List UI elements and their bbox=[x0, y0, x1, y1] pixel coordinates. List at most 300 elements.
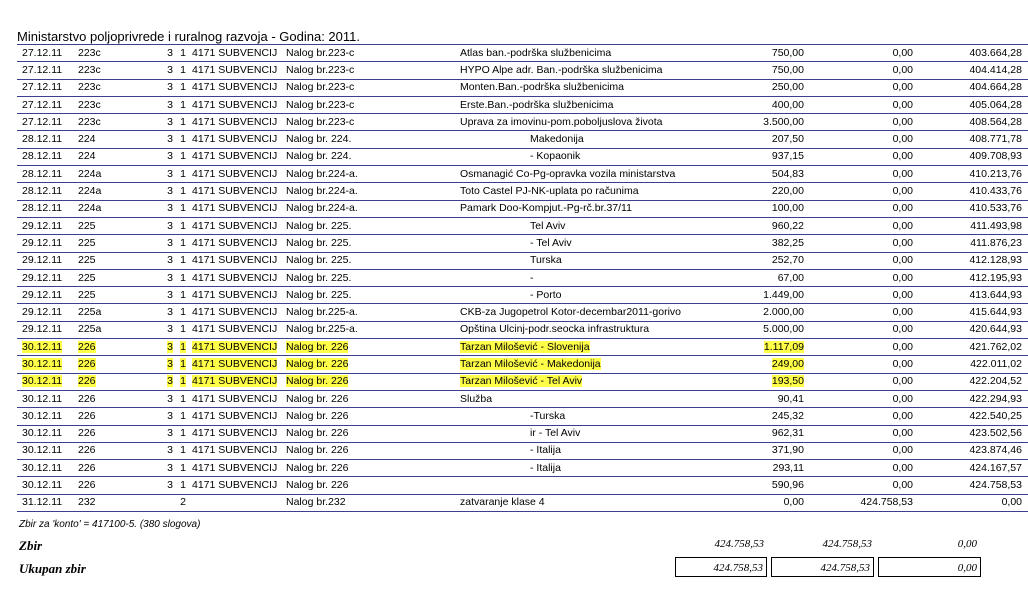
row-debit-text: 400,00 bbox=[771, 98, 804, 111]
row-debit-text: 1.449,00 bbox=[763, 288, 804, 301]
row-description bbox=[460, 148, 738, 165]
row-balance-text: 415.644,93 bbox=[969, 306, 1022, 319]
row-debit bbox=[738, 287, 804, 304]
row-order-text: Nalog br.223-c bbox=[286, 46, 355, 59]
row-credit-text: 0,00 bbox=[892, 357, 913, 370]
row-order bbox=[286, 408, 460, 425]
row-debit-text: 5.000,00 bbox=[763, 323, 804, 336]
row-type bbox=[173, 460, 186, 477]
row-balance-text: 404.414,28 bbox=[969, 63, 1022, 76]
row-doc-number bbox=[78, 460, 148, 477]
row-type-text: 1 bbox=[180, 254, 186, 267]
row-debit-text: 960,22 bbox=[771, 219, 804, 232]
row-type bbox=[173, 287, 186, 304]
row-date bbox=[17, 252, 78, 269]
row-order bbox=[286, 200, 460, 217]
row-account-text: 4171 SUBVENCIJ bbox=[192, 461, 278, 474]
row-class bbox=[148, 356, 173, 373]
row-description bbox=[460, 442, 738, 459]
row-doc-number-text: 226 bbox=[78, 340, 96, 353]
row-class-text: 3 bbox=[167, 461, 173, 474]
row-account bbox=[186, 217, 286, 234]
row-doc-number-text: 226 bbox=[78, 444, 96, 457]
row-class bbox=[148, 45, 173, 62]
row-balance bbox=[913, 442, 1028, 459]
row-order-text: Nalog br. 225. bbox=[286, 254, 352, 267]
row-description bbox=[460, 425, 738, 442]
row-debit-text: 750,00 bbox=[771, 46, 804, 59]
row-description-text: zatvaranje klase 4 bbox=[460, 496, 545, 509]
row-description-text: Erste.Ban.-podrška službenicima bbox=[460, 98, 614, 111]
row-type-text: 2 bbox=[180, 496, 186, 509]
row-credit bbox=[804, 269, 913, 286]
row-debit bbox=[738, 390, 804, 407]
row-type-text: 1 bbox=[180, 340, 186, 353]
row-description-text: HYPO Alpe adr. Ban.-podrška službenicima bbox=[460, 63, 663, 76]
table-row bbox=[17, 114, 1028, 131]
row-description-text: Pamark Doo-Kompjut.-Pg-rč.br.37/11 bbox=[460, 202, 632, 215]
row-account-text: 4171 SUBVENCIJ bbox=[192, 444, 278, 457]
row-account-text: 4171 SUBVENCIJ bbox=[192, 271, 278, 284]
row-debit bbox=[738, 425, 804, 442]
row-order bbox=[286, 460, 460, 477]
row-class bbox=[148, 425, 173, 442]
row-class-text: 3 bbox=[167, 185, 173, 198]
row-type-text: 1 bbox=[180, 461, 186, 474]
row-date bbox=[17, 390, 78, 407]
row-description-text: Tarzan Milošević - Tel Aviv bbox=[460, 375, 583, 388]
row-class bbox=[148, 269, 173, 286]
row-debit-text: 193,50 bbox=[771, 375, 804, 388]
row-credit bbox=[804, 339, 913, 356]
row-order-text: Nalog br.225-a. bbox=[286, 323, 358, 336]
row-credit-text: 0,00 bbox=[892, 254, 913, 267]
row-balance bbox=[913, 200, 1028, 217]
row-debit bbox=[738, 442, 804, 459]
zbir-label: Zbir bbox=[19, 538, 43, 553]
table-row bbox=[17, 442, 1028, 459]
row-description bbox=[460, 321, 738, 338]
row-credit-text: 0,00 bbox=[892, 167, 913, 180]
row-date bbox=[17, 442, 78, 459]
row-account bbox=[186, 390, 286, 407]
row-class-text: 3 bbox=[167, 202, 173, 215]
row-debit-text: 100,00 bbox=[771, 202, 804, 215]
row-doc-number-text: 225 bbox=[78, 236, 96, 249]
row-class bbox=[148, 304, 173, 321]
row-balance bbox=[913, 183, 1028, 200]
row-type-text: 1 bbox=[180, 219, 186, 232]
row-description-text: Atlas ban.-podrška službenicima bbox=[460, 46, 612, 59]
row-balance bbox=[913, 494, 1028, 511]
row-credit-text: 0,00 bbox=[892, 236, 913, 249]
row-class-text: 3 bbox=[167, 46, 173, 59]
row-balance-text: 0,00 bbox=[1001, 496, 1022, 509]
row-type bbox=[173, 425, 186, 442]
row-credit-text: 0,00 bbox=[892, 461, 913, 474]
row-order bbox=[286, 304, 460, 321]
row-description bbox=[460, 96, 738, 113]
row-type bbox=[173, 79, 186, 96]
row-description bbox=[460, 183, 738, 200]
row-credit-text: 0,00 bbox=[892, 375, 913, 388]
row-account-text: 4171 SUBVENCIJ bbox=[192, 427, 278, 440]
row-order-text: Nalog br.224-a. bbox=[286, 185, 358, 198]
row-order bbox=[286, 114, 460, 131]
row-debit bbox=[738, 477, 804, 494]
row-credit bbox=[804, 287, 913, 304]
row-description bbox=[460, 494, 738, 511]
row-order-text: Nalog br.224-a. bbox=[286, 167, 358, 180]
row-class-text: 3 bbox=[167, 167, 173, 180]
row-account bbox=[186, 252, 286, 269]
row-doc-number-text: 223c bbox=[78, 81, 101, 94]
row-date bbox=[17, 460, 78, 477]
ledger-table bbox=[17, 44, 1028, 512]
row-class-text: 3 bbox=[167, 254, 173, 267]
row-date bbox=[17, 287, 78, 304]
row-doc-number bbox=[78, 304, 148, 321]
row-account-text: 4171 SUBVENCIJ bbox=[192, 219, 278, 232]
row-class-text: 3 bbox=[167, 81, 173, 94]
row-debit-text: 252,70 bbox=[771, 254, 804, 267]
row-balance-text: 412.128,93 bbox=[969, 254, 1022, 267]
row-balance bbox=[913, 321, 1028, 338]
row-doc-number-text: 225a bbox=[78, 323, 102, 336]
row-debit bbox=[738, 235, 804, 252]
row-date bbox=[17, 235, 78, 252]
row-doc-number-text: 226 bbox=[78, 427, 96, 440]
row-class bbox=[148, 477, 173, 494]
row-debit bbox=[738, 494, 804, 511]
table-row bbox=[17, 200, 1028, 217]
row-date-text: 28.12.11 bbox=[22, 133, 63, 146]
row-type bbox=[173, 390, 186, 407]
row-balance bbox=[913, 460, 1028, 477]
row-order-text: Nalog br. 226 bbox=[286, 409, 349, 422]
row-class bbox=[148, 217, 173, 234]
row-date-text: 29.12.11 bbox=[22, 219, 63, 232]
row-balance-text: 411.876,23 bbox=[970, 236, 1022, 249]
row-debit-text: 750,00 bbox=[771, 63, 804, 76]
row-class bbox=[148, 390, 173, 407]
row-doc-number-text: 223c bbox=[78, 115, 101, 128]
row-credit-text: 0,00 bbox=[892, 63, 913, 76]
row-doc-number bbox=[78, 252, 148, 269]
row-description-text: Osmanagić Co-Pg-opravka vozila ministarstva bbox=[460, 167, 676, 180]
row-type bbox=[173, 166, 186, 183]
row-debit bbox=[738, 148, 804, 165]
row-balance bbox=[913, 166, 1028, 183]
row-doc-number-text: 225a bbox=[78, 306, 102, 319]
row-account bbox=[186, 166, 286, 183]
row-account-text: 4171 SUBVENCIJ bbox=[192, 185, 278, 198]
row-order-text: Nalog br.225-a. bbox=[286, 306, 358, 319]
row-description-text: - Kopaonik bbox=[530, 150, 581, 163]
row-account-text: 4171 SUBVENCIJ bbox=[192, 323, 278, 336]
row-doc-number bbox=[78, 442, 148, 459]
table-row bbox=[17, 339, 1028, 356]
row-credit-text: 0,00 bbox=[892, 323, 913, 336]
row-account bbox=[186, 321, 286, 338]
row-account-text: 4171 SUBVENCIJ bbox=[192, 306, 278, 319]
row-doc-number bbox=[78, 217, 148, 234]
row-credit bbox=[804, 235, 913, 252]
row-credit-text: 0,00 bbox=[892, 115, 913, 128]
row-class-text: 3 bbox=[167, 375, 173, 388]
konto-footnote: Zbir za 'konto' = 417100-5. (380 slogova) bbox=[19, 519, 201, 530]
row-balance bbox=[913, 217, 1028, 234]
row-class bbox=[148, 287, 173, 304]
row-doc-number-text: 225 bbox=[78, 288, 96, 301]
row-doc-number bbox=[78, 390, 148, 407]
row-description bbox=[460, 79, 738, 96]
row-balance bbox=[913, 96, 1028, 113]
row-debit bbox=[738, 79, 804, 96]
row-date-text: 30.12.11 bbox=[22, 479, 63, 492]
row-doc-number bbox=[78, 287, 148, 304]
table-row bbox=[17, 477, 1028, 494]
row-balance-text: 412.195,93 bbox=[969, 271, 1022, 284]
row-credit bbox=[804, 114, 913, 131]
row-credit bbox=[804, 408, 913, 425]
row-account-text: 4171 SUBVENCIJ bbox=[192, 392, 278, 405]
row-description bbox=[460, 390, 738, 407]
row-debit bbox=[738, 356, 804, 373]
row-account-text: 4171 SUBVENCIJ bbox=[192, 167, 278, 180]
row-account bbox=[186, 79, 286, 96]
row-account bbox=[186, 356, 286, 373]
row-account bbox=[186, 408, 286, 425]
row-type bbox=[173, 183, 186, 200]
row-description-text: Opština Ulcinj-podr.seocka infrastruktura bbox=[460, 323, 650, 336]
row-class bbox=[148, 200, 173, 217]
row-class bbox=[148, 131, 173, 148]
row-description bbox=[460, 287, 738, 304]
row-balance-text: 410.533,76 bbox=[969, 202, 1022, 215]
row-doc-number bbox=[78, 148, 148, 165]
row-class-text: 3 bbox=[167, 444, 173, 457]
table-row bbox=[17, 425, 1028, 442]
row-date bbox=[17, 148, 78, 165]
row-date bbox=[17, 321, 78, 338]
row-type bbox=[173, 304, 186, 321]
row-date-text: 30.12.11 bbox=[22, 357, 63, 370]
row-account bbox=[186, 287, 286, 304]
row-type bbox=[173, 373, 186, 390]
row-debit-text: 382,25 bbox=[771, 236, 804, 249]
row-date-text: 28.12.11 bbox=[22, 202, 63, 215]
row-credit-text: 0,00 bbox=[892, 202, 913, 215]
row-doc-number bbox=[78, 373, 148, 390]
row-date-text: 30.12.11 bbox=[22, 392, 63, 405]
row-order-text: Nalog br. 226 bbox=[286, 461, 349, 474]
row-account-text: 4171 SUBVENCIJ bbox=[192, 202, 278, 215]
table-row bbox=[17, 287, 1028, 304]
row-balance-text: 423.502,56 bbox=[969, 427, 1022, 440]
row-type bbox=[173, 131, 186, 148]
row-class-text: 3 bbox=[167, 288, 173, 301]
row-date bbox=[17, 477, 78, 494]
row-type-text: 1 bbox=[180, 202, 186, 215]
row-doc-number bbox=[78, 183, 148, 200]
row-order bbox=[286, 62, 460, 79]
row-debit bbox=[738, 217, 804, 234]
table-row bbox=[17, 304, 1028, 321]
row-doc-number-text: 224a bbox=[78, 167, 102, 180]
row-account bbox=[186, 200, 286, 217]
row-order bbox=[286, 356, 460, 373]
row-description bbox=[460, 269, 738, 286]
row-credit bbox=[804, 390, 913, 407]
row-description bbox=[460, 200, 738, 217]
row-credit-text: 424.758,53 bbox=[860, 496, 913, 509]
row-class bbox=[148, 114, 173, 131]
table-row bbox=[17, 494, 1028, 511]
row-credit-text: 0,00 bbox=[892, 271, 913, 284]
row-description-text: Tarzan Milošević - Makedonija bbox=[460, 357, 601, 370]
row-doc-number bbox=[78, 321, 148, 338]
row-type-text: 1 bbox=[180, 409, 186, 422]
row-class-text: 3 bbox=[167, 392, 173, 405]
table-row bbox=[17, 408, 1028, 425]
row-order bbox=[286, 477, 460, 494]
row-date bbox=[17, 217, 78, 234]
table-row bbox=[17, 79, 1028, 96]
row-debit bbox=[738, 62, 804, 79]
row-order bbox=[286, 494, 460, 511]
row-class-text: 3 bbox=[167, 357, 173, 370]
row-order-text: Nalog br.223-c bbox=[286, 115, 355, 128]
row-account bbox=[186, 269, 286, 286]
row-type bbox=[173, 477, 186, 494]
row-debit bbox=[738, 183, 804, 200]
row-doc-number bbox=[78, 62, 148, 79]
row-doc-number-text: 225 bbox=[78, 254, 96, 267]
row-type bbox=[173, 408, 186, 425]
row-balance bbox=[913, 79, 1028, 96]
row-class bbox=[148, 183, 173, 200]
row-account bbox=[186, 62, 286, 79]
row-description-text: Tarzan Milošević - Slovenija bbox=[460, 340, 590, 353]
row-balance bbox=[913, 390, 1028, 407]
row-credit-text: 0,00 bbox=[892, 340, 913, 353]
row-order-text: Nalog br.223-c bbox=[286, 63, 355, 76]
table-row bbox=[17, 45, 1028, 62]
row-date-text: 29.12.11 bbox=[22, 306, 63, 319]
row-order-text: Nalog br.232 bbox=[286, 496, 346, 509]
row-account-text: 4171 SUBVENCIJ bbox=[192, 81, 278, 94]
row-balance bbox=[913, 339, 1028, 356]
row-description-text: - Italija bbox=[530, 444, 561, 457]
row-class bbox=[148, 442, 173, 459]
row-order bbox=[286, 321, 460, 338]
row-credit-text: 0,00 bbox=[892, 479, 913, 492]
row-type-text: 1 bbox=[180, 323, 186, 336]
row-description bbox=[460, 356, 738, 373]
row-debit bbox=[738, 96, 804, 113]
row-balance-text: 422.540,25 bbox=[969, 409, 1022, 422]
row-order-text: Nalog br. 226 bbox=[286, 427, 349, 440]
row-description bbox=[460, 131, 738, 148]
row-debit bbox=[738, 321, 804, 338]
zbir-credit: 424.758,53 bbox=[822, 538, 872, 550]
row-description-text: - bbox=[530, 271, 534, 284]
row-balance bbox=[913, 269, 1028, 286]
row-credit-text: 0,00 bbox=[892, 133, 913, 146]
row-debit-text: 245,32 bbox=[771, 409, 804, 422]
row-date-text: 27.12.11 bbox=[22, 98, 63, 111]
row-date-text: 27.12.11 bbox=[22, 46, 63, 59]
row-order bbox=[286, 269, 460, 286]
row-class bbox=[148, 166, 173, 183]
row-account-text: 4171 SUBVENCIJ bbox=[192, 288, 278, 301]
row-debit-text: 250,00 bbox=[771, 81, 804, 94]
row-type-text: 1 bbox=[180, 236, 186, 249]
row-class-text: 3 bbox=[167, 427, 173, 440]
row-account bbox=[186, 148, 286, 165]
row-order-text: Nalog br. 224. bbox=[286, 133, 352, 146]
row-order-text: Nalog br. 226 bbox=[286, 479, 349, 492]
row-order-text: Nalog br.224-a. bbox=[286, 202, 358, 215]
row-class-text: 3 bbox=[167, 323, 173, 336]
row-order-text: Nalog br.223-c bbox=[286, 98, 355, 111]
row-date bbox=[17, 425, 78, 442]
table-row bbox=[17, 148, 1028, 165]
row-doc-number bbox=[78, 408, 148, 425]
row-class bbox=[148, 148, 173, 165]
row-account-text: 4171 SUBVENCIJ bbox=[192, 409, 278, 422]
row-debit-text: 962,31 bbox=[771, 427, 804, 440]
row-class bbox=[148, 321, 173, 338]
row-balance-text: 403.664,28 bbox=[969, 46, 1022, 59]
row-doc-number bbox=[78, 45, 148, 62]
row-doc-number bbox=[78, 425, 148, 442]
row-balance-text: 424.167,57 bbox=[969, 461, 1022, 474]
row-credit bbox=[804, 494, 913, 511]
row-date bbox=[17, 269, 78, 286]
table-row bbox=[17, 373, 1028, 390]
row-credit bbox=[804, 200, 913, 217]
row-class bbox=[148, 62, 173, 79]
row-type-text: 1 bbox=[180, 479, 186, 492]
row-order bbox=[286, 183, 460, 200]
row-class bbox=[148, 79, 173, 96]
row-account bbox=[186, 183, 286, 200]
row-doc-number bbox=[78, 166, 148, 183]
row-credit bbox=[804, 425, 913, 442]
table-row bbox=[17, 96, 1028, 113]
row-date bbox=[17, 166, 78, 183]
row-description bbox=[460, 304, 738, 321]
row-credit bbox=[804, 131, 913, 148]
row-date-text: 27.12.11 bbox=[22, 63, 63, 76]
row-type-text: 1 bbox=[180, 46, 186, 59]
row-credit bbox=[804, 148, 913, 165]
row-balance bbox=[913, 62, 1028, 79]
row-date bbox=[17, 62, 78, 79]
table-row bbox=[17, 217, 1028, 234]
row-order-text: Nalog br. 226 bbox=[286, 375, 349, 388]
row-order bbox=[286, 339, 460, 356]
row-balance-text: 422.204,52 bbox=[969, 375, 1022, 388]
row-order bbox=[286, 235, 460, 252]
row-balance bbox=[913, 477, 1028, 494]
row-doc-number-text: 226 bbox=[78, 479, 96, 492]
row-type-text: 1 bbox=[180, 81, 186, 94]
row-date-text: 29.12.11 bbox=[22, 236, 63, 249]
row-date-text: 30.12.11 bbox=[22, 427, 63, 440]
